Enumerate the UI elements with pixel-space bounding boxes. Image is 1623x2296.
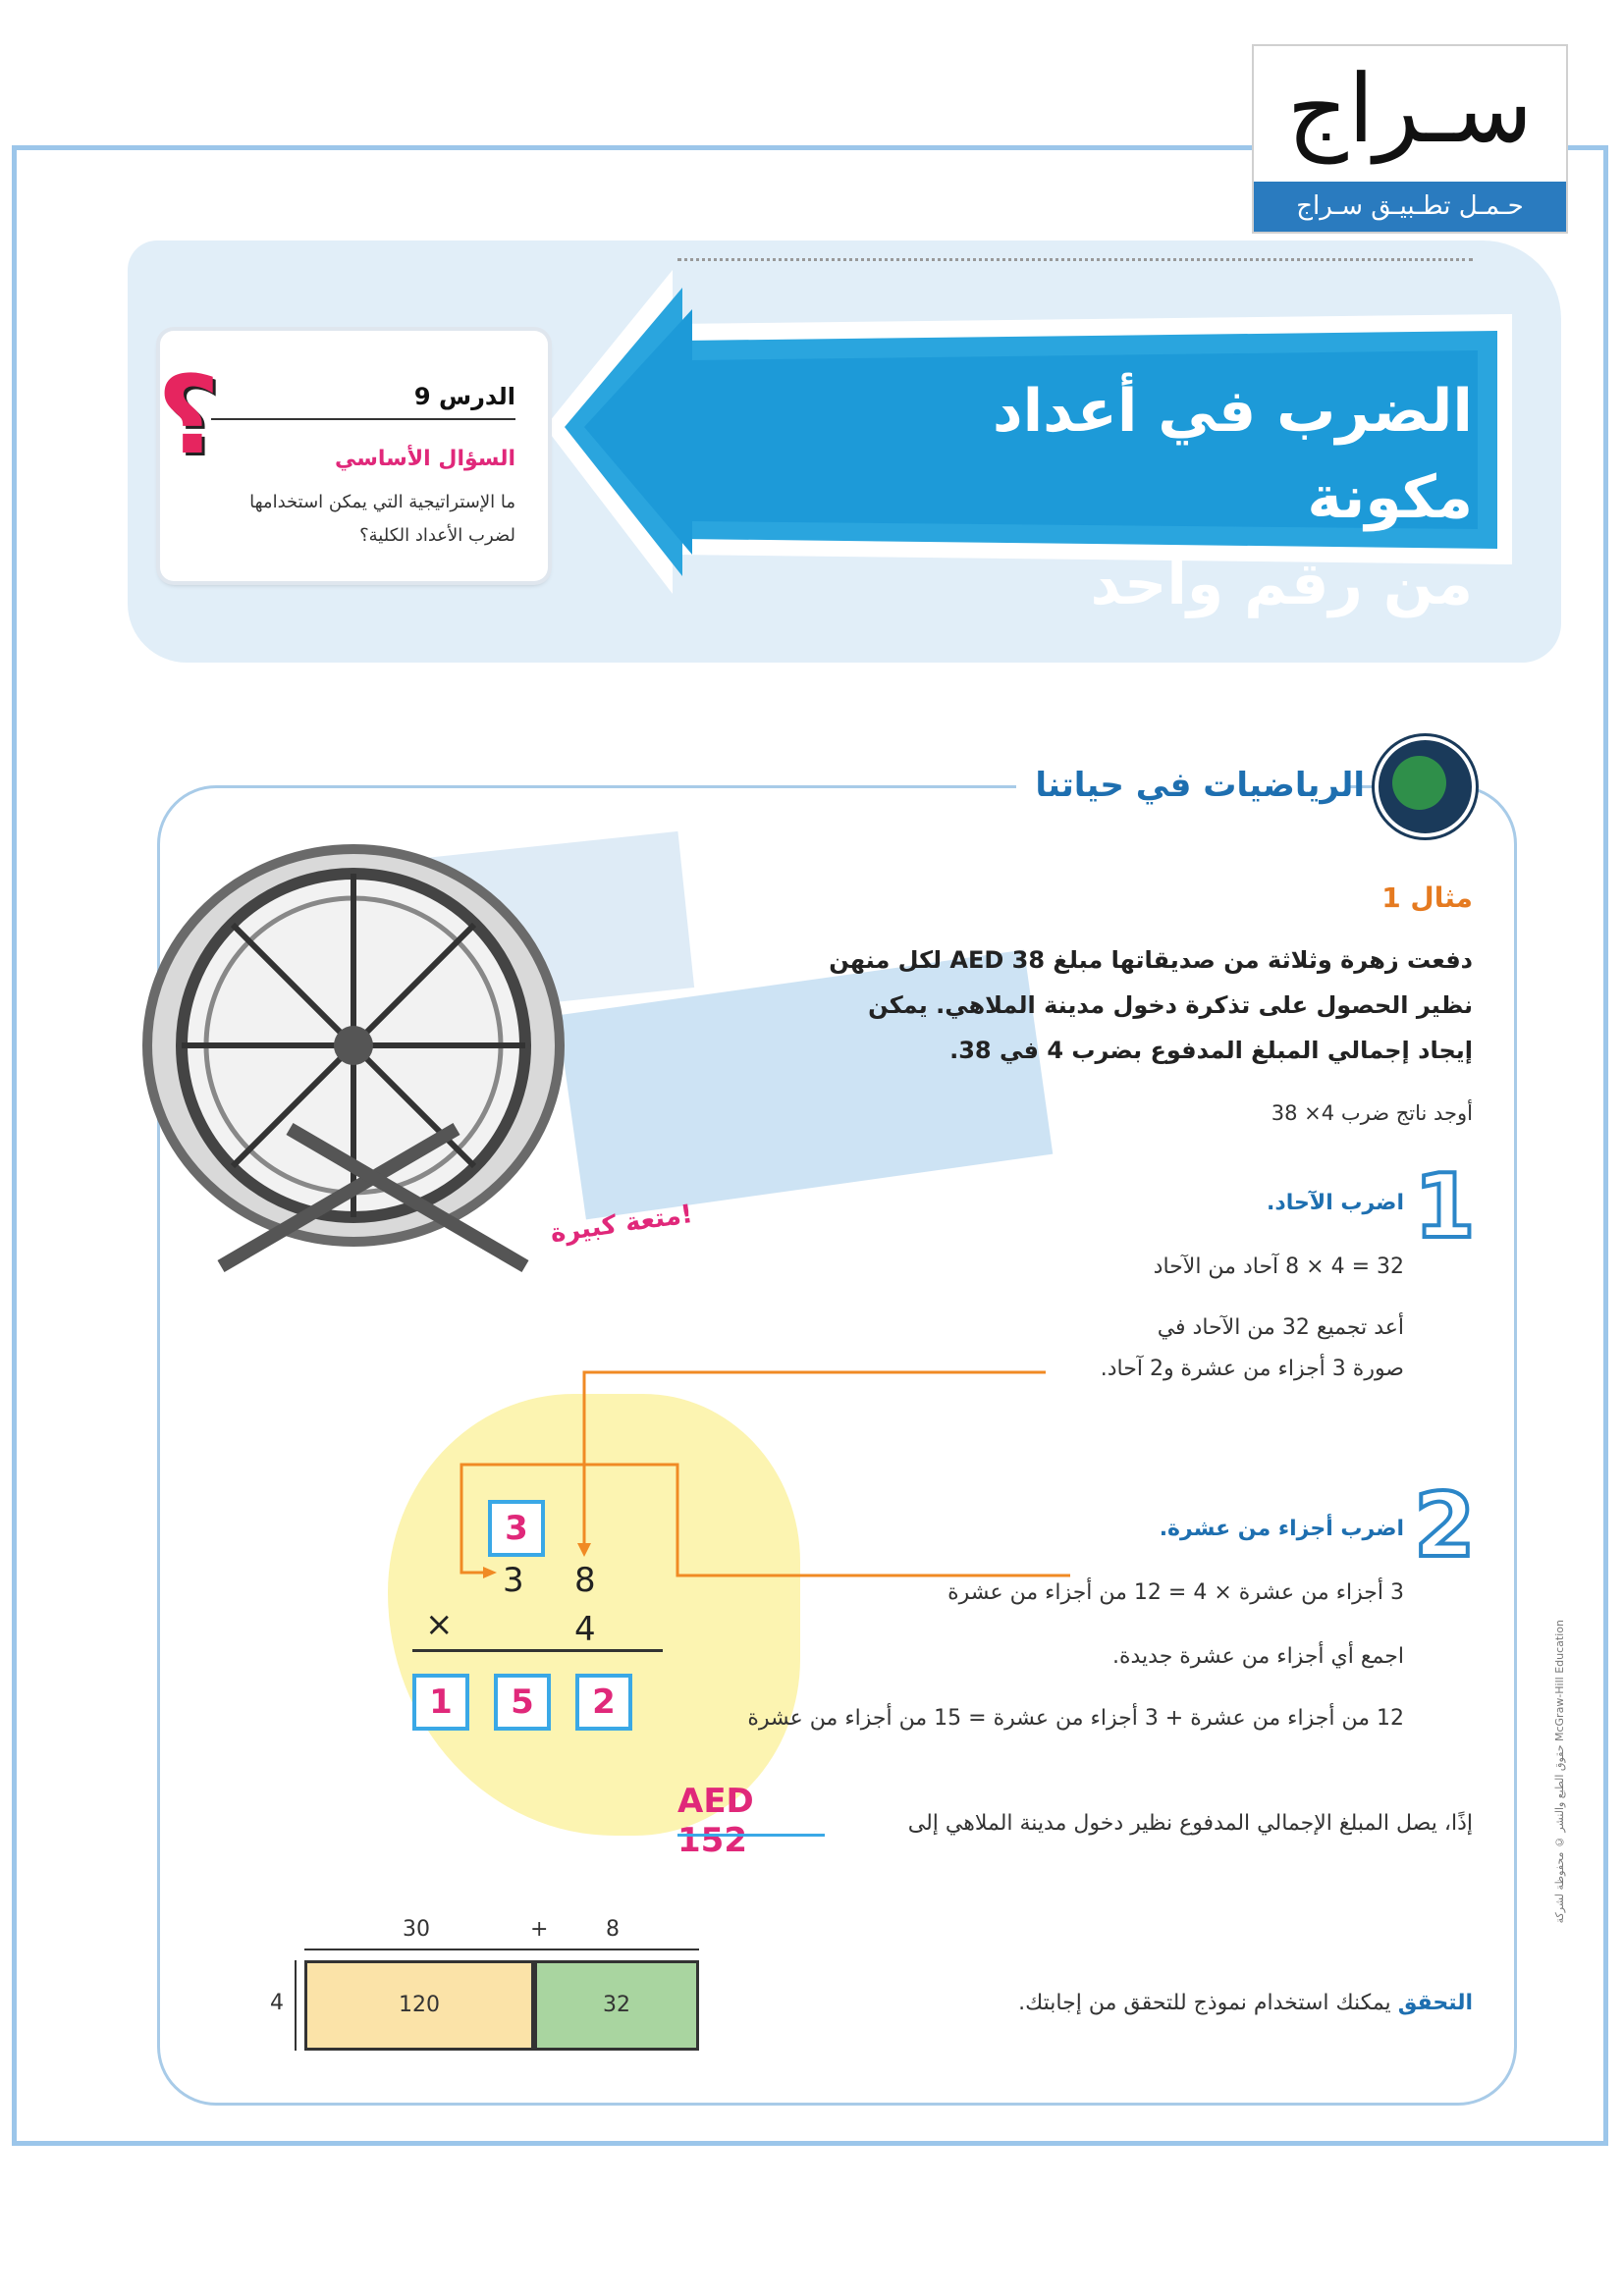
result-digit-ones: 2	[575, 1674, 632, 1731]
area-cell-left: 120	[304, 1960, 534, 2051]
step-2-title: اضرب أجزاء من عشرة.	[1159, 1517, 1404, 1541]
check-label: التحقق	[1397, 1991, 1473, 2015]
find-product: أوجد ناتج ضرب 4× 38	[1271, 1101, 1473, 1125]
step-2-number: 2	[1414, 1474, 1476, 1577]
area-side-label: 4	[270, 1991, 284, 2015]
lesson-title-line1: الضرب في أعداد مكونة	[992, 377, 1473, 532]
multiplier-digit: 4	[574, 1610, 596, 1649]
step-2-line-2: اجمع أي أجزاء من عشرة جديدة.	[1111, 1644, 1404, 1669]
check-row	[884, 1991, 1473, 2015]
area-plus: +	[530, 1917, 549, 1942]
step-1-line-2: أعد تجميع 32 من الآحاد في	[1157, 1315, 1404, 1340]
step-1-title: اضرب الآحاد.	[1267, 1191, 1404, 1215]
product-rule	[412, 1649, 663, 1652]
step-1-number: 1	[1414, 1155, 1476, 1258]
check-text: يمكنك استخدام نموذج للتحقق من إجابتك.	[1018, 1991, 1391, 2015]
area-cell-right: 32	[534, 1960, 699, 2051]
lesson-title	[825, 368, 1473, 627]
answer-value: AED 152	[677, 1782, 754, 1860]
top-ones-digit: 8	[574, 1561, 596, 1600]
conclusion-text: إذًا، يصل المبلغ الإجمالي المدفوع نظير دخول مدينة الملاهي إلى	[907, 1811, 1473, 1836]
logo-wordmark: سـراج	[1286, 54, 1534, 164]
essential-question-label: السؤال الأساسي	[335, 447, 515, 471]
area-right-label: 8	[606, 1917, 620, 1942]
step-2-line-3: 12 من أجزاء من عشرة + 3 أجزاء من عشرة = 15 من أجزاء من عشرة	[747, 1706, 1404, 1731]
area-side-bracket	[295, 1960, 297, 2051]
answer-underline	[677, 1834, 825, 1837]
area-left-label: 30	[403, 1917, 430, 1942]
times-sign: ×	[425, 1605, 454, 1644]
example-title: مثال 1	[1381, 881, 1473, 914]
lesson-title-line2: من رقم واحد	[1090, 550, 1473, 618]
carry-digit: 3	[488, 1500, 545, 1557]
image-caption: متعة كبيرة!	[548, 1199, 695, 1250]
section-title: الرياضيات في حياتنا	[1035, 766, 1365, 805]
top-tens-digit: 3	[503, 1561, 524, 1600]
logo-tagline[interactable]: حـمـل تطـبيـق سـراج	[1254, 182, 1566, 232]
copyright-note: حقوق الطبع والنشر © محفوظة لشركة McGraw-Hill Education	[1553, 1620, 1566, 1924]
result-digit-tens: 5	[494, 1674, 551, 1731]
dotted-divider	[677, 258, 1473, 261]
step-2-line-1: 3 أجزاء من عشرة × 4 = 12 من أجزاء من عشرة	[947, 1580, 1404, 1605]
step-1-line-1: 32 = 4 × 8 آحاد من الآحاد	[1153, 1255, 1404, 1279]
question-mark-icon: ؟	[157, 352, 220, 478]
result-digit-hundreds: 1	[412, 1674, 469, 1731]
globe-land-icon	[1392, 756, 1446, 810]
example-problem: دفعت زهرة وثلاثة من صديقاتها مبلغ 38 AED لكل منهن نظير الحصول على تذكرة دخول مدينة الملاهي. يمكن إيجاد إجمالي المبلغ المدفوع بضرب 4 في 38.	[829, 946, 1473, 1064]
essential-question-text: ما الإستراتيجية التي يمكن استخدامها لضرب الأعداد الكلية؟	[249, 492, 515, 546]
step-1-line-3: صورة 3 أجزاء من عشرة و2 آحاد.	[1100, 1357, 1404, 1381]
area-top-bracket	[304, 1949, 699, 1950]
lesson-number: الدرس 9	[211, 383, 515, 420]
